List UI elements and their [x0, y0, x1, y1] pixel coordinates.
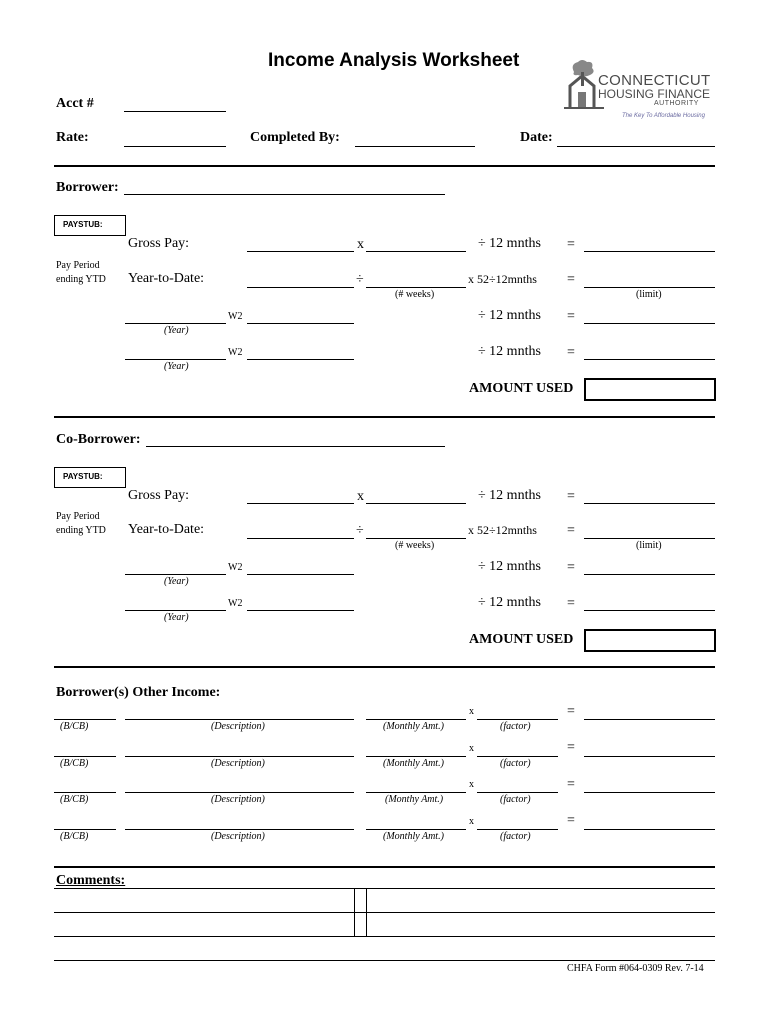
- year-caption: (Year): [164, 576, 189, 587]
- gross-pay-input[interactable]: [247, 503, 354, 504]
- ytd-input[interactable]: [247, 538, 354, 539]
- times-symbol: x: [469, 743, 474, 754]
- gross-pay-result[interactable]: [584, 251, 715, 252]
- bcb-input[interactable]: [54, 792, 116, 793]
- year-caption: (Year): [164, 325, 189, 336]
- date-input[interactable]: [557, 146, 715, 147]
- w2-year-input[interactable]: [125, 610, 226, 611]
- borrower-name-input[interactable]: [124, 194, 445, 195]
- equals-symbol: =: [567, 309, 575, 324]
- factor-input[interactable]: [477, 756, 558, 757]
- other-income-result[interactable]: [584, 719, 715, 720]
- w2-year-input[interactable]: [125, 323, 226, 324]
- w2-result[interactable]: [584, 359, 715, 360]
- factor-caption: (factor): [500, 831, 531, 842]
- w2-result[interactable]: [584, 610, 715, 611]
- div-12-months: ÷ 12 mnths: [478, 488, 541, 503]
- pay-period-label: Pay Period: [56, 511, 100, 522]
- w2-label: W2: [228, 598, 243, 609]
- bcb-caption: (B/CB): [60, 831, 89, 842]
- gross-pay-label: Gross Pay:: [128, 488, 190, 503]
- monthly-amount-input[interactable]: [366, 719, 466, 720]
- logo-line-3: AUTHORITY: [654, 100, 699, 107]
- w2-year-input[interactable]: [125, 359, 226, 360]
- equals-symbol: =: [567, 704, 575, 719]
- description-input[interactable]: [125, 829, 354, 830]
- comments-label: Comments:: [56, 873, 126, 888]
- date-label: Date:: [520, 130, 553, 145]
- equals-symbol: =: [567, 813, 575, 828]
- div-12-months: ÷ 12 mnths: [478, 595, 541, 610]
- logo-line-2: HOUSING FINANCE: [598, 87, 711, 101]
- logo-tagline: The Key To Affordable Housing: [622, 113, 705, 119]
- borrower-label: Borrower:: [56, 180, 119, 195]
- comments-column-divider: [366, 888, 367, 936]
- weeks-input[interactable]: [366, 538, 466, 539]
- equals-symbol: =: [567, 560, 575, 575]
- equals-symbol: =: [567, 272, 575, 287]
- w2-amount-input[interactable]: [247, 574, 354, 575]
- form-number: CHFA Form #064-0309 Rev. 7-14: [567, 963, 704, 974]
- w2-result[interactable]: [584, 574, 715, 575]
- gross-pay-label: Gross Pay:: [128, 236, 190, 251]
- monthly-amount-input[interactable]: [366, 756, 466, 757]
- div-12-months: ÷ 12 mnths: [478, 559, 541, 574]
- footer-divider: [54, 960, 715, 961]
- equals-symbol: =: [567, 596, 575, 611]
- logo-line-1: CONNECTICUT: [598, 72, 711, 89]
- description-input[interactable]: [125, 719, 354, 720]
- coborrower-amount-used-input[interactable]: [584, 629, 716, 652]
- w2-label: W2: [228, 347, 243, 358]
- div-12-months: ÷ 12 mnths: [478, 344, 541, 359]
- comments-line[interactable]: [54, 888, 715, 889]
- div-12-months: ÷ 12 mnths: [478, 308, 541, 323]
- divide-symbol: ÷: [356, 523, 364, 538]
- pay-period-label: Pay Period: [56, 260, 100, 271]
- equals-symbol: =: [567, 740, 575, 755]
- amount-used-label: AMOUNT USED: [469, 381, 574, 396]
- bcb-input[interactable]: [54, 719, 116, 720]
- monthly-caption: (Monthly Amt.): [383, 758, 444, 769]
- year-caption: (Year): [164, 612, 189, 623]
- ytd-result[interactable]: [584, 538, 715, 539]
- borrower-amount-used-input[interactable]: [584, 378, 716, 401]
- w2-amount-input[interactable]: [247, 323, 354, 324]
- divide-symbol: ÷: [356, 272, 364, 287]
- paystub-label: PAYSTUB:: [63, 472, 103, 481]
- description-input[interactable]: [125, 756, 354, 757]
- factor-input[interactable]: [477, 719, 558, 720]
- times-symbol: x: [469, 706, 474, 717]
- factor-caption: (factor): [500, 721, 531, 732]
- gross-pay-result[interactable]: [584, 503, 715, 504]
- equals-symbol: =: [567, 777, 575, 792]
- amount-used-label: AMOUNT USED: [469, 632, 574, 647]
- description-caption: (Description): [211, 831, 265, 842]
- gross-pay-factor-input[interactable]: [366, 503, 466, 504]
- w2-result[interactable]: [584, 323, 715, 324]
- weeks-caption: (# weeks): [395, 289, 435, 300]
- factor-caption: (factor): [500, 794, 531, 805]
- page-title: Income Analysis Worksheet: [268, 50, 520, 71]
- factor-caption: (factor): [500, 758, 531, 769]
- limit-caption: (limit): [636, 540, 662, 551]
- weeks-caption: (# weeks): [395, 540, 435, 551]
- times-symbol: x: [357, 237, 364, 252]
- x52-label: x 52÷12mnths: [468, 523, 537, 537]
- monthly-caption: (Monthly Amt.): [383, 721, 444, 732]
- ytd-result[interactable]: [584, 287, 715, 288]
- ytd-label: Year-to-Date:: [128, 271, 205, 286]
- div-12-months: ÷ 12 mnths: [478, 236, 541, 251]
- times-symbol: x: [469, 816, 474, 827]
- comments-line[interactable]: [54, 912, 715, 913]
- equals-symbol: =: [567, 489, 575, 504]
- coborrower-name-input[interactable]: [146, 446, 445, 447]
- w2-amount-input[interactable]: [247, 610, 354, 611]
- times-symbol: x: [469, 779, 474, 790]
- other-income-result[interactable]: [584, 829, 715, 830]
- section-divider: [54, 666, 715, 668]
- ending-ytd-label: ending YTD: [56, 525, 106, 536]
- w2-amount-input[interactable]: [247, 359, 354, 360]
- rate-label: Rate:: [56, 130, 89, 145]
- description-caption: (Description): [211, 721, 265, 732]
- paystub-label: PAYSTUB:: [63, 220, 103, 229]
- completed-by-input[interactable]: [355, 146, 475, 147]
- description-caption: (Description): [211, 794, 265, 805]
- other-income-result[interactable]: [584, 792, 715, 793]
- equals-symbol: =: [567, 237, 575, 252]
- section-divider: [54, 165, 715, 167]
- factor-input[interactable]: [477, 829, 558, 830]
- ytd-label: Year-to-Date:: [128, 522, 205, 537]
- rate-input[interactable]: [124, 146, 226, 147]
- completed-by-label: Completed By:: [250, 130, 340, 145]
- limit-caption: (limit): [636, 289, 662, 300]
- bcb-caption: (B/CB): [60, 758, 89, 769]
- description-caption: (Description): [211, 758, 265, 769]
- monthly-caption: (Monthly Amt.): [383, 831, 444, 842]
- monthly-caption: (Monthy Amt.): [385, 794, 444, 805]
- acct-input[interactable]: [124, 111, 226, 112]
- monthly-amount-input[interactable]: [366, 829, 466, 830]
- equals-symbol: =: [567, 345, 575, 360]
- bcb-caption: (B/CB): [60, 794, 89, 805]
- x52-label: x 52÷12mnths: [468, 272, 537, 286]
- other-income-result[interactable]: [584, 756, 715, 757]
- monthly-amount-input[interactable]: [366, 792, 466, 793]
- bcb-caption: (B/CB): [60, 721, 89, 732]
- ending-ytd-label: ending YTD: [56, 274, 106, 285]
- gross-pay-factor-input[interactable]: [366, 251, 466, 252]
- bcb-input[interactable]: [54, 829, 116, 830]
- other-income-label: Borrower(s) Other Income:: [56, 685, 221, 700]
- w2-label: W2: [228, 562, 243, 573]
- section-divider: [54, 866, 715, 868]
- equals-symbol: =: [567, 523, 575, 538]
- weeks-input[interactable]: [366, 287, 466, 288]
- ytd-input[interactable]: [247, 287, 354, 288]
- times-symbol: x: [357, 489, 364, 504]
- w2-label: W2: [228, 311, 243, 322]
- comments-column-divider: [354, 888, 355, 936]
- w2-year-input[interactable]: [125, 574, 226, 575]
- section-divider: [54, 416, 715, 418]
- year-caption: (Year): [164, 361, 189, 372]
- factor-input[interactable]: [477, 792, 558, 793]
- coborrower-label: Co-Borrower:: [56, 432, 141, 447]
- description-input[interactable]: [125, 792, 354, 793]
- bcb-input[interactable]: [54, 756, 116, 757]
- comments-line[interactable]: [54, 936, 715, 937]
- acct-label: Acct #: [56, 96, 94, 111]
- gross-pay-input[interactable]: [247, 251, 354, 252]
